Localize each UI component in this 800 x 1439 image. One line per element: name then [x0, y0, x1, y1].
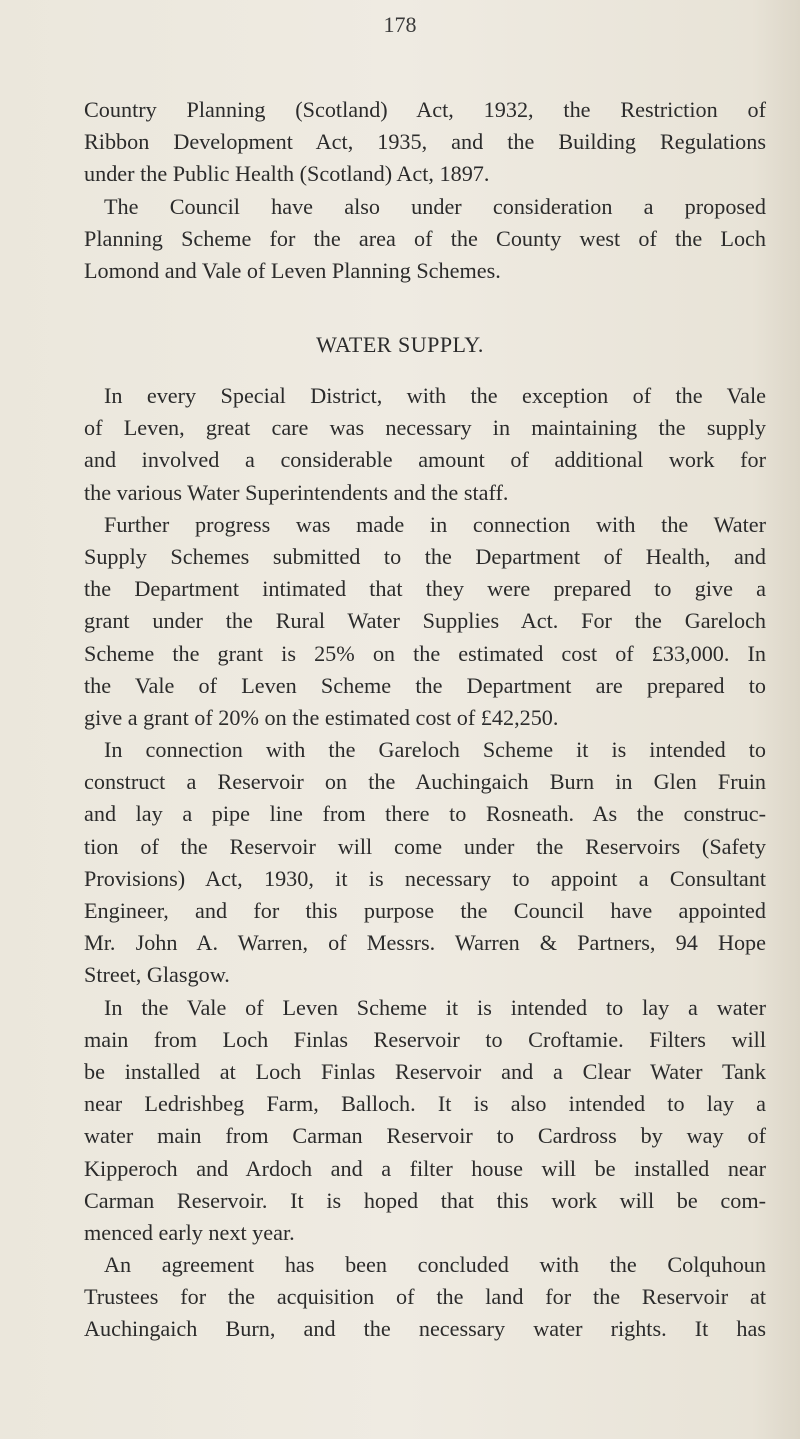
text-line: main from Loch Finlas Reservoir to Croftamie. Filters will: [84, 1026, 766, 1052]
text-line: Scheme the grant is 25% on the estimated cost of £33,000. In: [84, 640, 766, 666]
text-line: Street, Glasgow.: [84, 962, 230, 988]
text-line: Engineer, and for this purpose the Council have appointed: [84, 898, 766, 923]
text-line: the various Water Superintendents and the staff.: [84, 479, 509, 505]
text-line: Auchingaich Burn, and the necessary water rights. It has: [84, 1316, 766, 1342]
text-line: menced early next year.: [84, 1219, 295, 1245]
text-line: and involved a considerable amount of additional work for: [84, 447, 766, 473]
text-line: Ribbon Development Act, 1935, and the Building Regulations: [84, 129, 766, 155]
text-line: Lomond and Vale of Leven Planning Schemes.: [84, 257, 501, 283]
text-line: and lay a pipe line from there to Rosneath. As the construc-: [84, 801, 766, 827]
text-line: Kipperoch and Ardoch and a filter house will be installed near: [84, 1155, 766, 1181]
intro-paragraphs: [84, 94, 766, 287]
text-line: In the Vale of Leven Scheme it is intended to lay a water: [104, 994, 766, 1020]
text-line: Trustees for the acquisition of the land for the Reservoir at: [84, 1284, 766, 1310]
text-line: the Vale of Leven Scheme the Department are prepared to: [84, 672, 766, 698]
text-line: tion of the Reservoir will come under the Reservoirs (Safety: [84, 833, 766, 859]
section-heading: WATER SUPPLY.: [316, 332, 484, 357]
text-line: Planning Scheme for the area of the County west of the Loch: [84, 225, 766, 251]
text-line: Country Planning (Scotland) Act, 1932, the Restriction of: [84, 97, 766, 122]
text-line: give a grant of 20% on the estimated cost of £42,250.: [84, 704, 559, 730]
text-line: The Council have also under consideration a proposed: [104, 193, 766, 219]
text-line: Mr. John A. Warren, of Messrs. Warren & Partners, 94 Hope: [84, 930, 766, 956]
text-line: be installed at Loch Finlas Reservoir and a Clear Water Tank: [84, 1058, 766, 1084]
text-line: construct a Reservoir on the Auchingaich Burn in Glen Fruin: [84, 769, 766, 795]
text-line: Further progress was made in connection with the Water: [104, 511, 766, 537]
water-supply-section: [84, 380, 766, 1346]
text-line: near Ledrishbeg Farm, Balloch. It is also intended to lay a: [84, 1091, 766, 1117]
text-line: of Leven, great care was necessary in maintaining the supply: [84, 415, 766, 441]
text-line: Provisions) Act, 1930, it is necessary to appoint a Consultant: [84, 865, 766, 891]
text-line: In connection with the Gareloch Scheme it is intended to: [104, 737, 766, 763]
text-line: water main from Carman Reservoir to Cardross by way of: [84, 1123, 766, 1149]
text-line: Carman Reservoir. It is hoped that this work will be com-: [84, 1187, 766, 1213]
text-line: grant under the Rural Water Supplies Act. For the Gareloch: [84, 608, 766, 634]
text-line: Supply Schemes submitted to the Department of Health, and: [84, 543, 766, 569]
text-line: the Department intimated that they were prepared to give a: [84, 576, 766, 602]
text-line: under the Public Health (Scotland) Act, 1897.: [84, 161, 490, 187]
page-number: 178: [383, 12, 417, 37]
text-line: In every Special District, with the exception of the Vale: [104, 383, 766, 408]
text-line: An agreement has been concluded with the Colquhoun: [104, 1252, 766, 1278]
